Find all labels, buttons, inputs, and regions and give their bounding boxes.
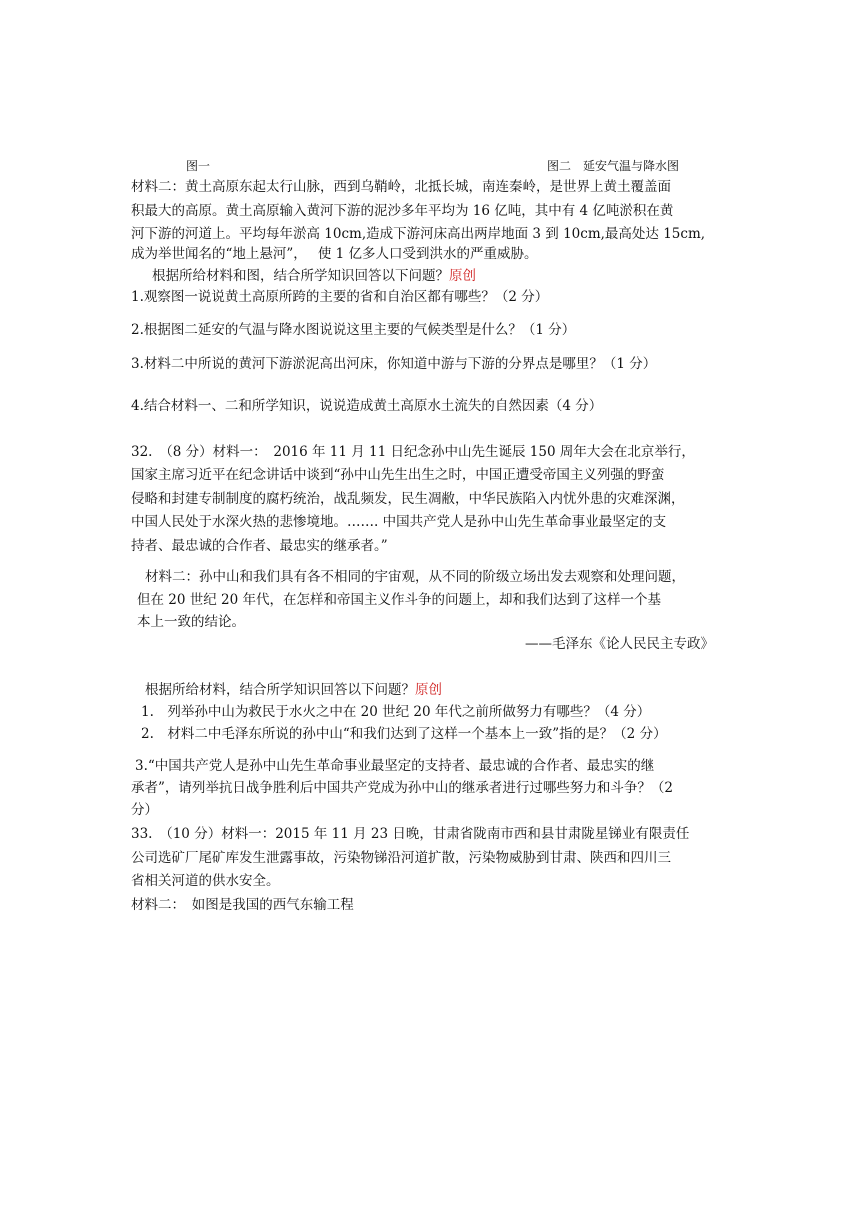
s32-material1-line-4: 中国人民处于水深火热的悲惨境地。……. 中国共产党人是孙中山先生革命事业最坚定的支 — [131, 514, 667, 530]
s32-source: ——毛泽东《论人民民主专政》 — [525, 636, 714, 652]
s32-material2-line-1: 材料二：孙中山和我们具有各不相同的宇宙观，从不同的阶级立场出发去观察和处理问题， — [145, 569, 685, 585]
s31-instruction-text: 根据所给材料和图，结合所学知识回答以下问题？ — [152, 268, 449, 284]
s31-question-2: 2.根据图二延安的气温与降水图说说这里主要的气候类型是什么？（1 分） — [131, 322, 576, 338]
s33-material1-line-2: 公司选矿厂尾矿库发生泄露事故，污染物锑沿河道扩散，污染物威胁到甘肃、陕西和四川三 — [131, 850, 671, 866]
figure-2-caption: 图二 延安气温与降水图 — [547, 159, 680, 173]
s32-material2-line-3: 本上一致的结论。 — [137, 614, 245, 630]
s32-material1-line-2: 国家主席习近平在纪念讲话中谈到“孙中山先生出生之时，中国正遭受帝国主义列强的野蛮 — [131, 467, 665, 483]
s32-instruction-text: 根据所给材料，结合所学知识回答以下问题？ — [145, 682, 415, 698]
s32-instruction — [145, 679, 442, 701]
s31-question-1: 1.观察图一说说黄土高原所跨的主要的省和自治区都有哪些？（2 分） — [131, 289, 549, 305]
s31-question-4: 4.结合材料一、二和所学知识，说说造成黄土高原水土流失的自然因素（4 分） — [131, 398, 603, 414]
s31-material2-line-3: 河下游的河道上。平均每年淤高 10cm,造成下游河床高出两岸地面 3 到 10cm,最高处达 15cm, — [131, 226, 706, 242]
s32-material2-line-2: 但在 20 世纪 20 年代，在怎样和帝国主义作斗争的问题上，却和我们达到了这样一个基 — [137, 592, 662, 608]
s32-material1-line-1: 32. （8 分）材料一： 2016 年 11 月 11 日纪念孙中山先生诞辰 150 周年大会在北京举行， — [131, 444, 695, 460]
s31-instruction — [152, 265, 476, 287]
s31-material2-line-2: 积最大的高原。黄土高原输入黄河下游的泥沙多年平均为 16 亿吨，其中有 4 亿吨淤积在黄 — [131, 203, 674, 219]
s31-question-3: 3.材料二中所说的黄河下游淤泥高出河床，你知道中游与下游的分界点是哪里？（1 分） — [131, 356, 657, 372]
s33-material1-line-1: 33. （10 分）材料一：2015 年 11 月 23 日晚，甘肃省陇南市西和县甘肃陇星锑业有限责任 — [131, 826, 690, 842]
figure-1-caption: 图一 — [186, 159, 211, 173]
s33-material1-line-3: 省相关河道的供水安全。 — [131, 873, 280, 889]
s31-original-tag: 原创 — [449, 268, 476, 284]
s31-material2-line-4: 成为举世闻名的“地上悬河”， 使 1 亿多人口受到洪水的严重威胁。 — [131, 246, 538, 262]
s32-question-3-line-3: 分） — [131, 802, 158, 818]
s32-question-2: 2. 材料二中毛泽东所说的孙中山“和我们达到了这样一个基本上一致”指的是？（2 分） — [141, 726, 667, 742]
s32-original-tag: 原创 — [415, 682, 442, 698]
s32-question-3-line-2: 承者”，请列举抗日战争胜利后中国共产党成为孙中山的继承者进行过哪些努力和斗争？（2 — [131, 780, 673, 796]
s32-question-1: 1. 列举孙中山为救民于水火之中在 20 世纪 20 年代之前所做努力有哪些？（4 分） — [141, 704, 651, 720]
s32-question-3-line-1: 3.“中国共产党人是孙中山先生革命事业最坚定的支持者、最忠诚的合作者、最忠实的继 — [135, 758, 655, 774]
s33-material2: 材料二： 如图是我国的西气东输工程 — [131, 897, 354, 913]
s32-material1-line-3: 侵略和封建专制制度的腐朽统治，战乱频发，民生凋敝，中华民族陷入内忧外患的灾难深渊， — [131, 491, 685, 507]
s32-material1-line-5: 持者、最忠诚的合作者、最忠实的继承者。” — [131, 538, 388, 554]
s31-material2-line-1: 材料二：黄土高原东起太行山脉，西到乌鞘岭，北抵长城，南连秦岭，是世界上黄土覆盖面 — [131, 179, 671, 195]
